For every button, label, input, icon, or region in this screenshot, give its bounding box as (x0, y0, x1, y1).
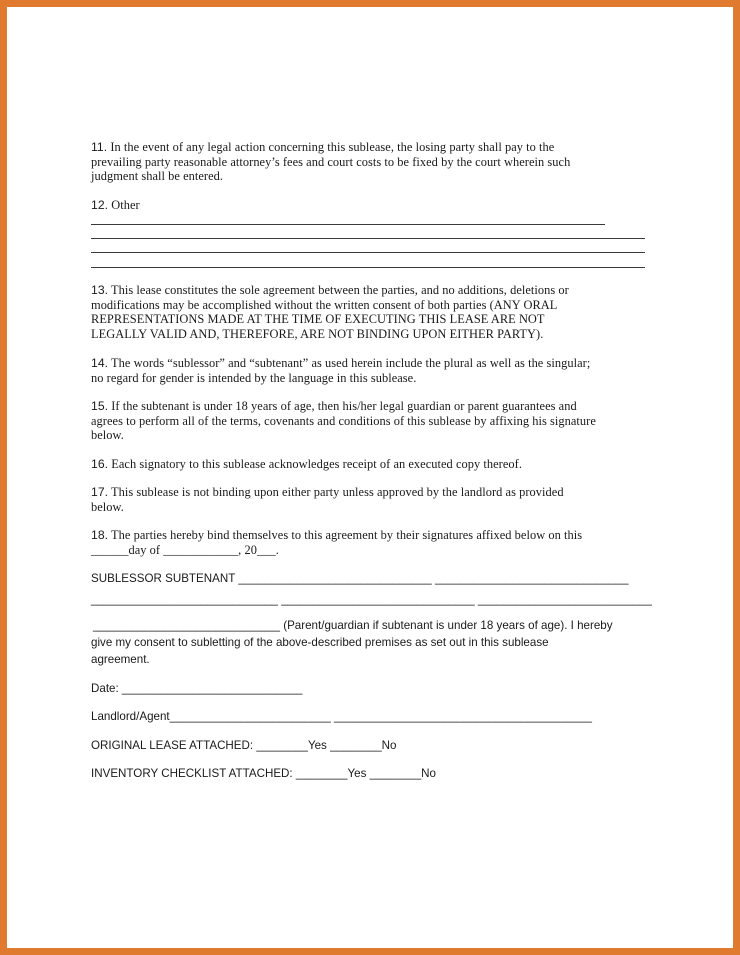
clause-17-line-2: below. (91, 499, 124, 514)
clause-14-line-1: The words “sublessor” and “subtenant” as used herein include the plural as well as the singular; (111, 356, 591, 370)
clause-13-line-2: modifications may be accomplished without the written consent of both parties (ANY ORAL (91, 297, 558, 312)
clause-18-line-1: The parties hereby bind themselves to this agreement by their signatures affixed below on this (111, 528, 583, 542)
clause-15 (91, 399, 631, 443)
guardian-consent (91, 617, 651, 668)
guardian-consent-line-3: agreement. (91, 653, 150, 666)
clause-11-line-2: prevailing party reasonable attorney’s fees and court costs to be fixed by the court wherein such (91, 154, 571, 169)
clause-14 (91, 356, 631, 385)
clause-17 (91, 485, 631, 514)
clause-17-line-1: This sublease is not binding upon either party unless approved by the landlord as provided (111, 485, 564, 499)
clause-15-line-2: agrees to perform all of the terms, covenants and conditions of this sublease by affixing his signature (91, 413, 596, 428)
clause-11 (91, 140, 631, 184)
clause-11-line-3: judgment shall be entered. (91, 169, 224, 184)
guardian-consent-line-1[interactable]: _____________________________ (Parent/guardian if subtenant is under 18 years of age). I hereby (93, 619, 613, 632)
sublessor-subtenant-signature-line[interactable]: SUBLESSOR SUBTENANT ______________________________ ______________________________ (91, 572, 629, 585)
other-blank-line-2 (91, 238, 645, 239)
clause-15-line-3: below. (91, 428, 124, 443)
clause-11-line-1: In the event of any legal action concerning this sublease, the losing party shall pay to the (110, 140, 555, 154)
clause-12-number: 12. (91, 198, 109, 212)
clause-13-line-4: LEGALLY VALID AND, THEREFORE, ARE NOT BINDING UPON EITHER PARTY). (91, 326, 544, 341)
document-page (7, 7, 733, 948)
clause-16 (91, 457, 631, 472)
clause-18 (91, 528, 631, 557)
clause-12 (91, 198, 631, 213)
second-signature-line[interactable]: _____________________________ ______________________________ ___________________________ (91, 593, 652, 606)
clause-14-number: 14. (91, 356, 109, 370)
other-blank-line-4 (91, 267, 645, 268)
clause-16-number: 16. (91, 457, 109, 471)
clause-13-line-1: This lease constitutes the sole agreement between the parties, and no additions, deletions or (111, 283, 569, 297)
clause-14-line-2: no regard for gender is intended by the language in this sublease. (91, 370, 417, 385)
clause-16-line-1: Each signatory to this sublease acknowledges receipt of an executed copy thereof. (111, 457, 522, 471)
clause-15-number: 15. (91, 399, 109, 413)
landlord-agent-signature-line[interactable]: Landlord/Agent_________________________ ________________________________________ (91, 710, 592, 723)
clause-13-line-3: REPRESENTATIONS MADE AT THE TIME OF EXECUTING THIS LEASE ARE NOT (91, 312, 545, 327)
clause-13-number: 13. (91, 283, 109, 297)
other-blank-line-3 (91, 252, 645, 253)
original-lease-attached-field[interactable]: ORIGINAL LEASE ATTACHED: ________Yes ________No (91, 739, 397, 752)
clause-17-number: 17. (91, 485, 109, 499)
other-blank-line-1 (91, 224, 605, 225)
clause-13 (91, 283, 631, 341)
clause-11-number: 11. (91, 140, 108, 154)
clause-12-label: Other (111, 198, 140, 212)
clause-18-line-2: ______day of ____________, 20___. (91, 542, 279, 557)
clause-15-line-1: If the subtenant is under 18 years of age, then his/her legal guardian or parent guarantees and (111, 399, 577, 413)
clause-18-number: 18. (91, 528, 109, 542)
guardian-consent-line-2: give my consent to subletting of the above-described premises as set out in this sublease (91, 636, 549, 649)
date-field[interactable]: Date: ____________________________ (91, 682, 303, 695)
inventory-checklist-attached-field[interactable]: INVENTORY CHECKLIST ATTACHED: ________Yes ________No (91, 767, 436, 780)
